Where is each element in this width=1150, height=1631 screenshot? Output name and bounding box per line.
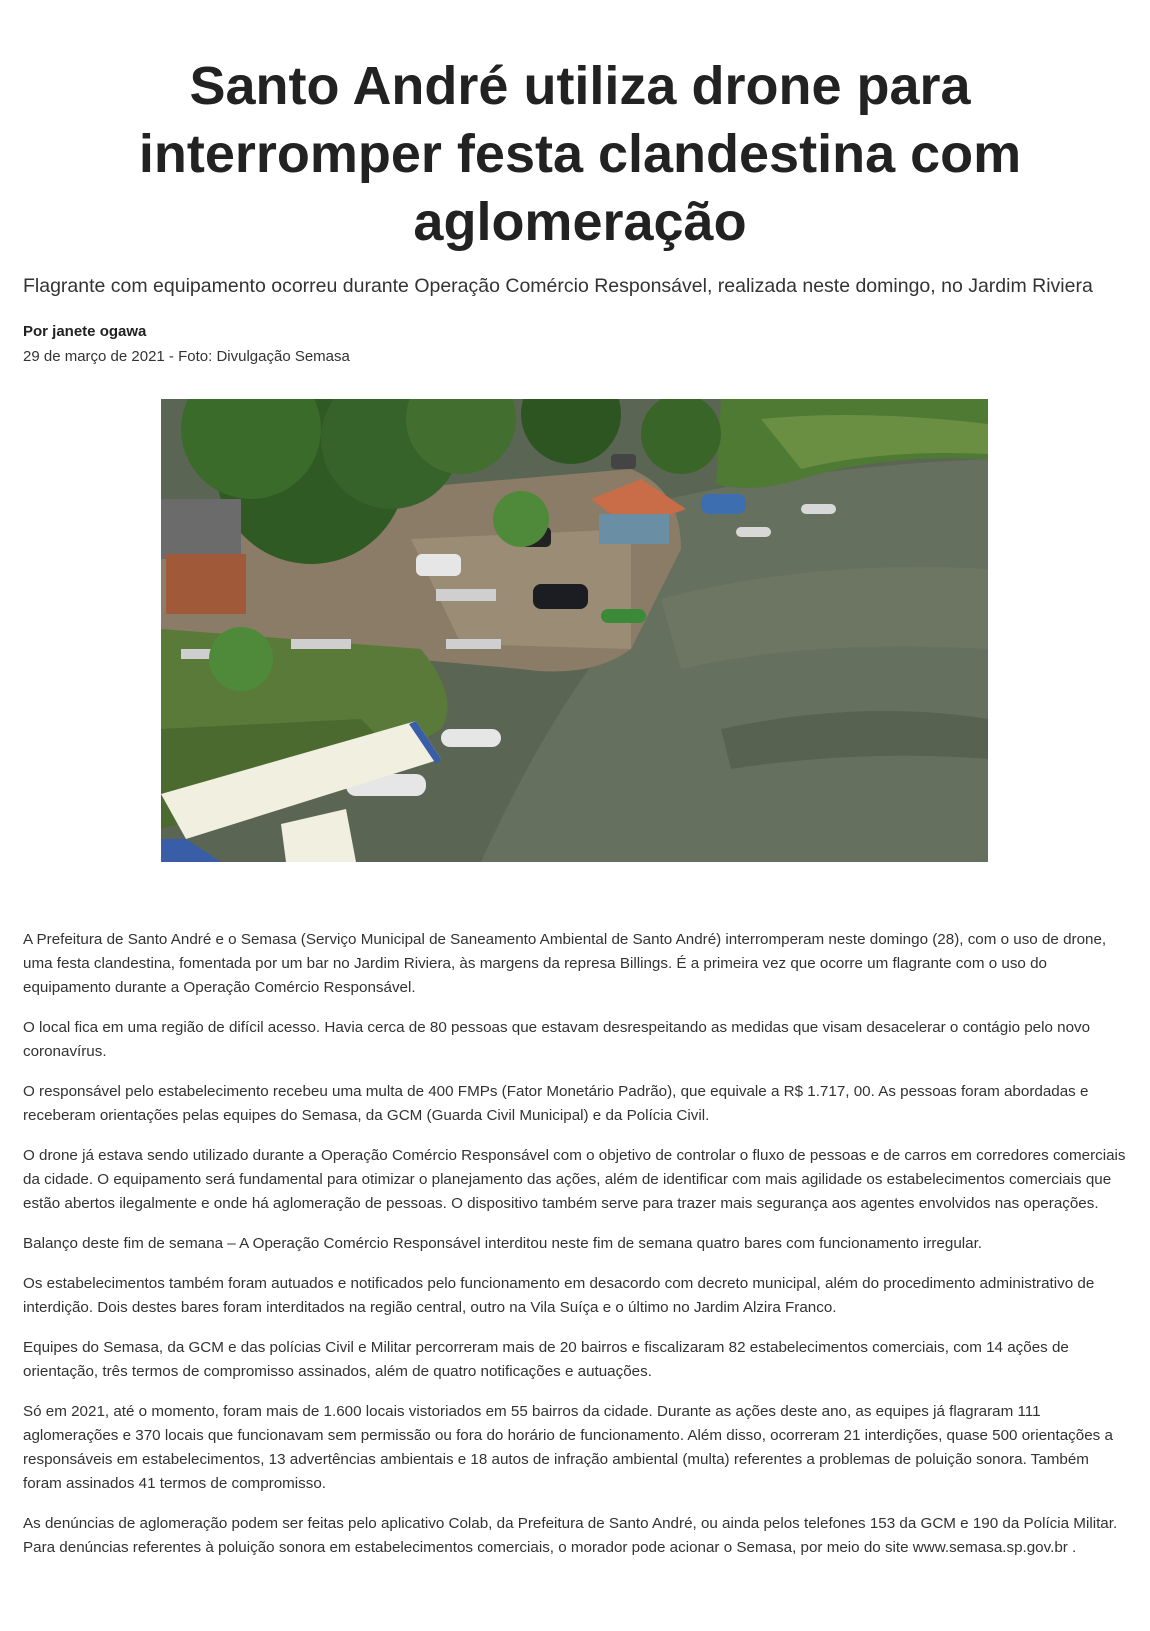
paragraph: O local fica em uma região de difícil acesso. Havia cerca de 80 pessoas que estavam desrespeitando as medidas que visam desacelerar o contágio pelo novo coronavírus.	[23, 1019, 1091, 1060]
paragraph: O drone já estava sendo utilizado durante a Operação Comércio Responsável com o objetivo de controlar o fluxo de pessoas e de carros em corredores comerciais da cidade. O equipamento será fundamental para otimizar o planejamento das ações, além de identificar com mais agilidade os estabelecimentos comerciais que estão abertos ilegalmente e onde há aglomeração de pessoas. O dispositivo também serve para trazer mais segurança aos agentes envolvidos nas operações.	[23, 1147, 1126, 1212]
paragraph: Só em 2021, até o momento, foram mais de 1.600 locais vistoriados em 55 bairros da cidade. Durante as ações deste ano, as equipes já flagraram 111 aglomerações e 370 locais que funcionavam sem permissão ou fora do horário de funcionamento. Além disso, ocorreram 21 interdições, quase 500 orientações a responsáveis em estabelecimentos, 13 advertências ambientais e 18 autos de infração ambiental (multa) referentes a problemas de poluição sonora. Também foram assinados 41 termos de compromisso.	[23, 1403, 1113, 1492]
paragraph: Os estabelecimentos também foram autuados e notificados pelo funcionamento em desacordo com decreto municipal, além do procedimento administrativo de interdição. Dois destes bares foram interditados na região central, outro na Vila Suíça e o último no Jardim Alzira Franco.	[23, 1275, 1095, 1316]
article-subtitle: Flagrante com equipamento ocorreu durante Operação Comércio Responsável, realizada neste domingo, no Jardim Riviera	[23, 275, 1093, 297]
paragraph: O responsável pelo estabelecimento recebeu uma multa de 400 FMPs (Fator Monetário Padrão), que equivale a R$ 1.717, 00. As pessoas foram abordadas e receberam orientações pelas equipes do Semasa, da GCM (Guarda Civil Municipal) e da Polícia Civil.	[23, 1083, 1089, 1124]
article-title: Santo André utiliza drone para interromper festa clandestina com aglomeração	[138, 56, 1022, 252]
drone-aerial-photo	[161, 399, 988, 862]
article-photo	[161, 399, 988, 862]
article-body	[23, 928, 1131, 1576]
paragraph: As denúncias de aglomeração podem ser feitas pelo aplicativo Colab, da Prefeitura de Santo André, ou ainda pelos telefones 153 da GCM e 190 da Polícia Militar. Para denúncias referentes à poluição sonora em estabelecimentos comerciais, o morador pode acionar o Semasa, por meio do site www.semasa.sp.gov.br .	[23, 1515, 1118, 1556]
paragraph: Equipes do Semasa, da GCM e das polícias Civil e Militar percorreram mais de 20 bairros e fiscalizaram 82 estabelecimentos comerciais, com 14 ações de orientação, três termos de compromisso assinados, além de quatro notificações e autuações.	[23, 1339, 1069, 1380]
article-byline: Por janete ogawa	[23, 323, 147, 340]
article-dateline: 29 de março de 2021 - Foto: Divulgação Semasa	[23, 348, 350, 365]
paragraph: Balanço deste fim de semana – A Operação Comércio Responsável interditou neste fim de semana quatro bares com funcionamento irregular.	[23, 1235, 983, 1252]
paragraph: A Prefeitura de Santo André e o Semasa (Serviço Municipal de Saneamento Ambiental de Santo André) interromperam neste domingo (28), com o uso de drone, uma festa clandestina, fomentada por um bar no Jardim Riviera, às margens da represa Billings. É a primeira vez que ocorre um flagrante com o uso do equipamento durante a Operação Comércio Responsável.	[23, 931, 1107, 996]
